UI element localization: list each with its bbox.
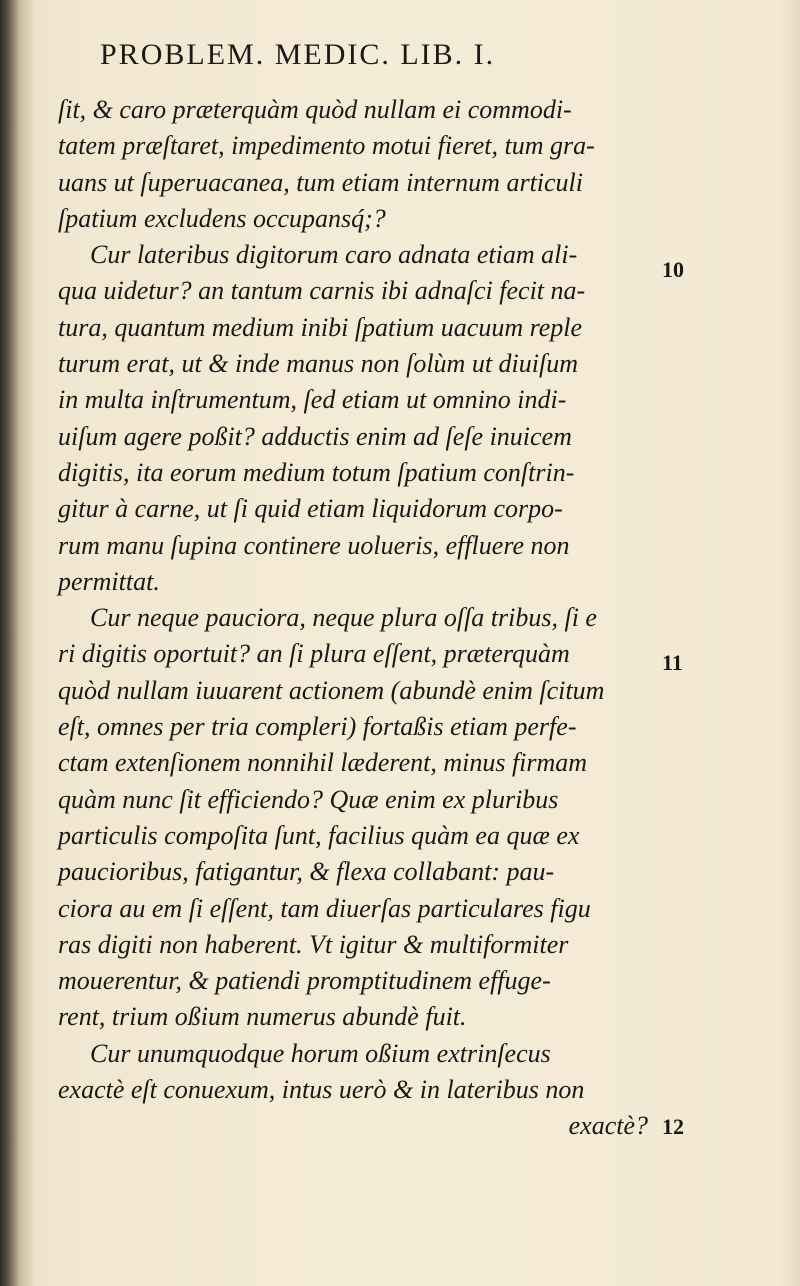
margin-number: 12 bbox=[662, 1114, 684, 1139]
running-head: PROBLEM. MEDIC. LIB. I. bbox=[100, 38, 496, 71]
text-line: uiſum agere poßit? adductis enim ad ſeſe inuicem bbox=[58, 421, 572, 451]
text-line: permittat. bbox=[58, 566, 160, 596]
text-line: tura, quantum medium inibi ſpatium uacuum reple bbox=[58, 312, 583, 342]
text-line: qua uidetur? an tantum carnis ibi adnaſci fecit na- bbox=[58, 276, 586, 306]
text-line: ras digiti non haberent. Vt igitur & multiformiter bbox=[58, 929, 569, 959]
text-line: ciora au em ſi eſſent, tam diuerſas particulares figu bbox=[58, 893, 591, 923]
text-line: eſt, omnes per tria compleri) fortaßis etiam perfe- bbox=[58, 712, 577, 742]
text-line: in multa inſtrumentum, ſed etiam ut omnino indi- bbox=[58, 385, 567, 415]
text-line: paucioribus, fatigantur, & flexa collabant: pau- bbox=[58, 857, 555, 887]
catchword: exactè? bbox=[568, 1111, 648, 1141]
margin-number: 11 bbox=[662, 650, 683, 675]
text-line: particulis compoſita ſunt, facilius quàm ea quæ ex bbox=[58, 820, 580, 850]
text-line: rum manu ſupina continere uolueris, effluere non bbox=[58, 530, 570, 560]
body-text bbox=[58, 92, 658, 1145]
text-line: quòd nullam iuuarent actionem (abundè enim ſcitum bbox=[58, 675, 605, 705]
text-line: tatem præſtaret, impedimento motui fieret, tum gra- bbox=[58, 131, 595, 161]
margin-number: 10 bbox=[662, 257, 684, 282]
text-line: Cur neque pauciora, neque plura oſſa tribus, ſi e bbox=[90, 603, 597, 633]
text-line: Cur lateribus digitorum caro adnata etiam ali- bbox=[90, 240, 578, 270]
text-line: Cur unumquodque horum oßium extrinſecus bbox=[90, 1038, 551, 1068]
text-line: turum erat, ut & inde manus non ſolùm ut diuiſum bbox=[58, 349, 578, 379]
text-line: digitis, ita eorum medium totum ſpatium conſtrin- bbox=[58, 457, 575, 487]
text-line: uans ut ſuperuacanea, tum etiam internum articuli bbox=[58, 167, 584, 197]
text-line: exactè eſt conuexum, intus uerò & in lateribus non bbox=[58, 1075, 585, 1105]
text-line: mouerentur, & patiendi promptitudinem effuge- bbox=[58, 966, 551, 996]
text-line: gitur à carne, ut ſi quid etiam liquidorum corpo- bbox=[58, 494, 563, 524]
text-line: quàm nunc ſit efficiendo? Quæ enim ex pluribus bbox=[58, 784, 559, 814]
text-line: rent, trium oßium numerus abundè fuit. bbox=[58, 1002, 467, 1032]
text-line: ctam extenſionem nonnihil læderent, minus firmam bbox=[58, 748, 588, 778]
text-line: ſit, & caro præterquàm quòd nullam ei commodi- bbox=[58, 95, 572, 124]
text-line: ſpatium excludens occupansq́;? bbox=[58, 203, 386, 233]
book-gutter bbox=[0, 0, 34, 1286]
text-line: ri digitis oportuit? an ſi plura eſſent, præterquàm bbox=[58, 639, 570, 669]
